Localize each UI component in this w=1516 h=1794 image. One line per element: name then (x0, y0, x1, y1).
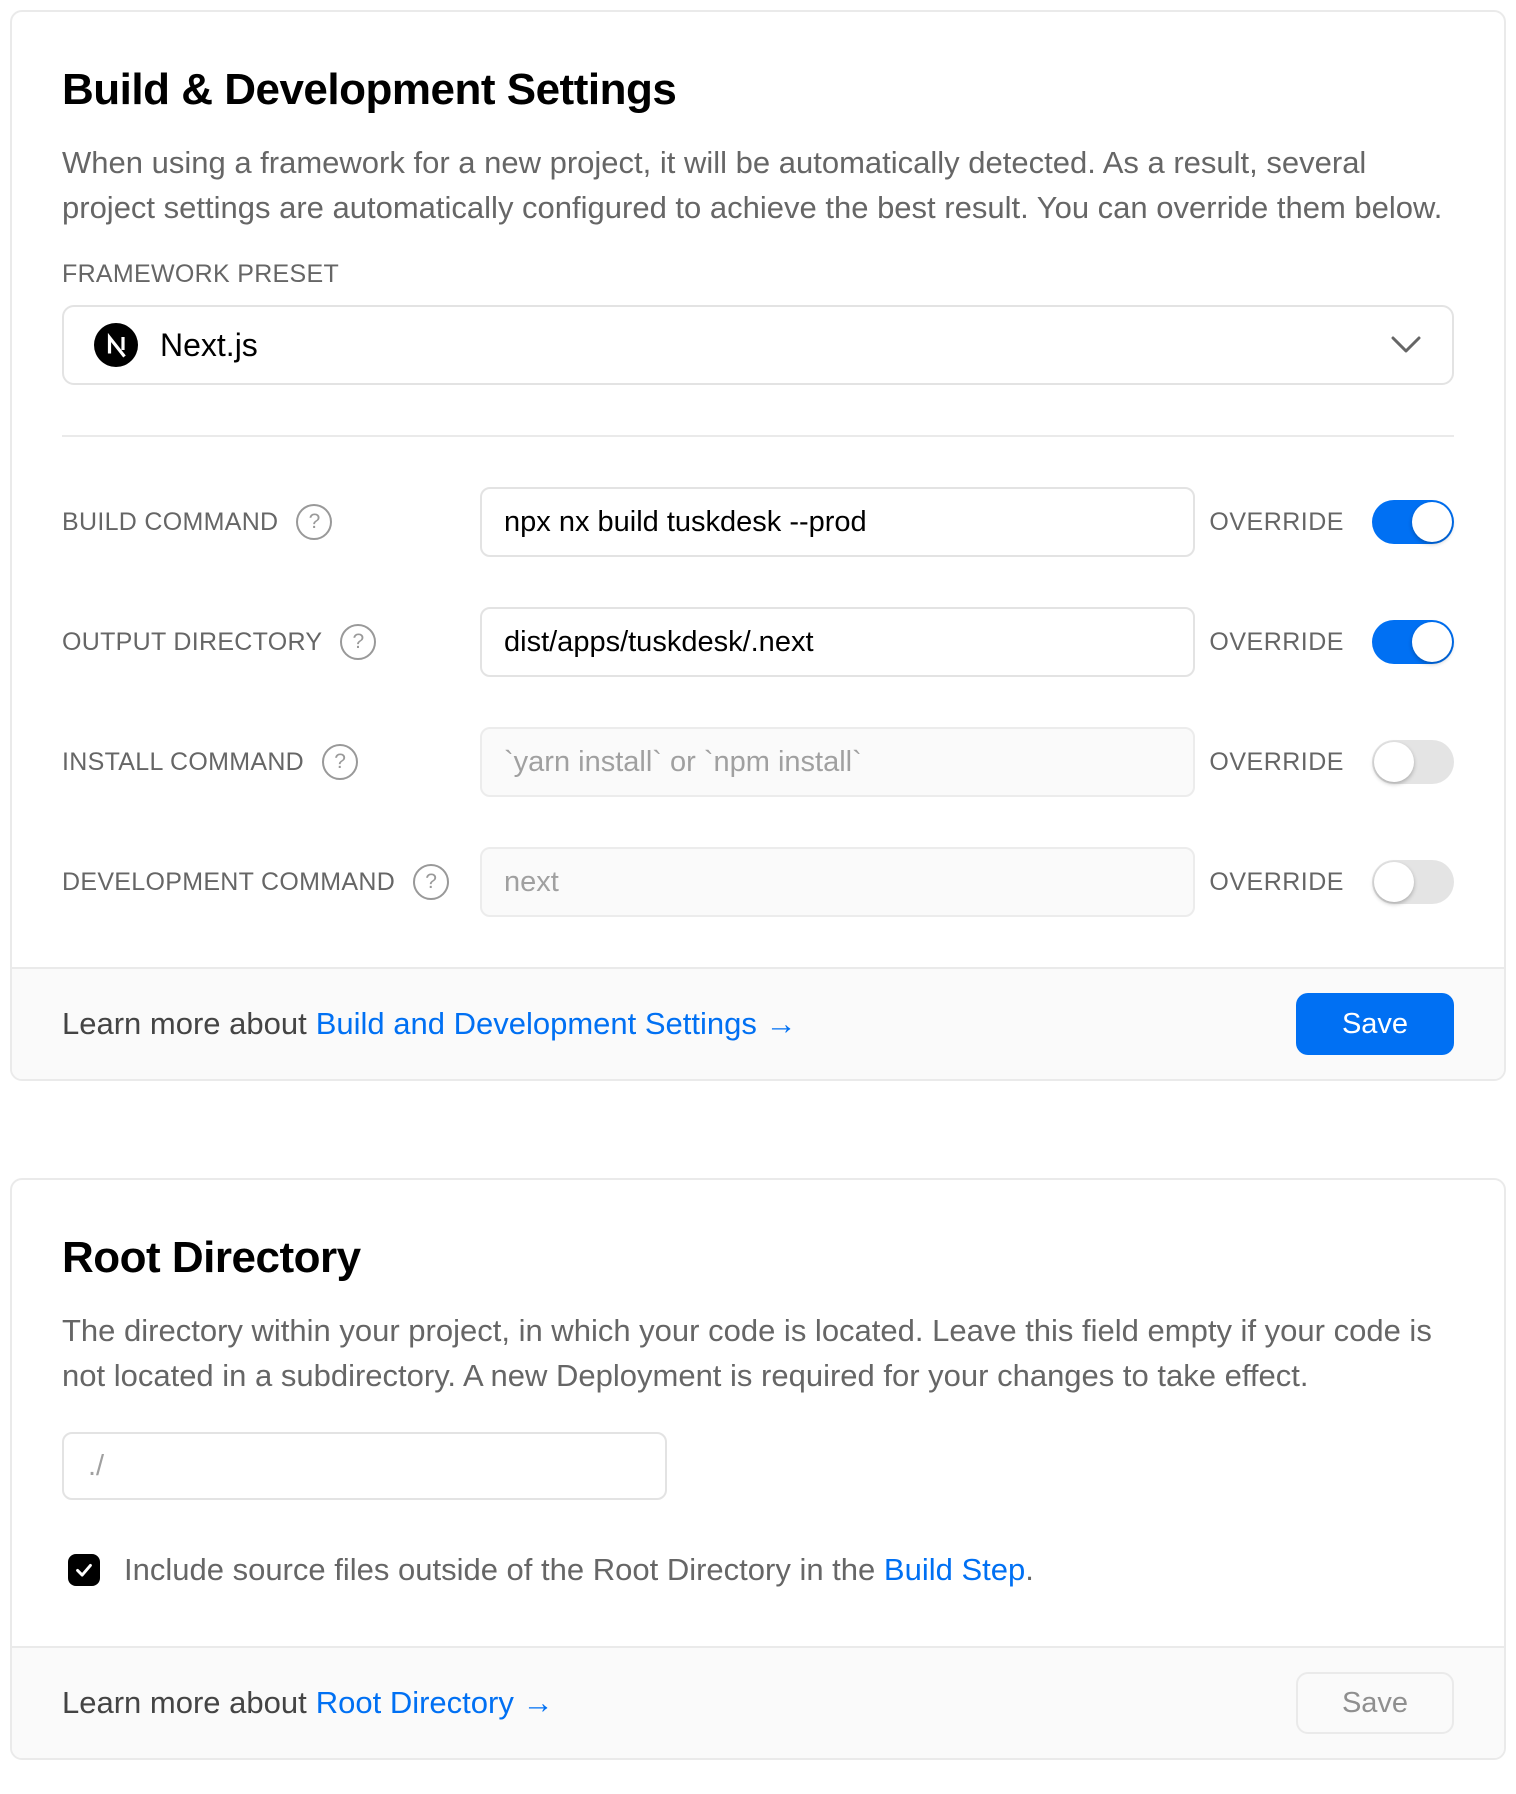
build-command-label: BUILD COMMAND (62, 507, 279, 536)
root-directory-footer (12, 1646, 1504, 1758)
build-step-link[interactable]: Build Step (883, 1552, 1026, 1587)
help-icon[interactable]: ? (340, 624, 376, 660)
framework-preset-select[interactable] (62, 305, 1454, 385)
arrow-right-icon: → (522, 1685, 554, 1720)
build-command-override-toggle[interactable] (1372, 500, 1454, 544)
save-button[interactable]: Save (1296, 993, 1454, 1055)
toggle-knob (1374, 862, 1414, 902)
development-command-input[interactable] (480, 847, 1195, 917)
build-settings-title: Build & Development Settings (62, 65, 677, 114)
install-command-row (62, 727, 1454, 797)
include-source-files-label: Include source files outside of the Root Directory in the Build Step. (124, 1552, 1034, 1587)
toggle-knob (1412, 502, 1452, 542)
build-command-input[interactable] (480, 487, 1195, 557)
toggle-knob (1412, 622, 1452, 662)
arrow-right-icon: → (765, 1006, 797, 1041)
include-source-files-checkbox[interactable] (68, 1554, 100, 1586)
save-button-disabled[interactable]: Save (1296, 1672, 1454, 1734)
help-icon[interactable]: ? (413, 864, 449, 900)
build-settings-description: When using a framework for a new project, it will be automatically detected. As a result, several project settings are automatically configured to achieve the best result. You can override them below. (62, 145, 1443, 225)
chevron-down-icon (1390, 335, 1422, 355)
root-directory-title: Root Directory (62, 1233, 361, 1282)
root-directory-input[interactable] (62, 1432, 667, 1500)
learn-more-text: Learn more about Root Directory → (62, 1685, 554, 1720)
build-settings-docs-link[interactable]: Build and Development Settings → (315, 1006, 797, 1041)
output-directory-label: OUTPUT DIRECTORY (62, 627, 323, 656)
framework-preset-label: FRAMEWORK PRESET (62, 260, 340, 288)
override-label: OVERRIDE (1209, 867, 1344, 896)
development-command-row (62, 847, 1454, 917)
help-icon[interactable]: ? (322, 744, 358, 780)
help-icon[interactable]: ? (296, 504, 332, 540)
development-command-label: DEVELOPMENT COMMAND (62, 867, 396, 896)
build-settings-card (10, 10, 1506, 1081)
output-directory-override-toggle[interactable] (1372, 620, 1454, 664)
include-source-files-row (62, 1552, 1454, 1588)
build-command-row (62, 487, 1454, 557)
root-directory-description: The directory within your project, in which your code is located. Leave this field empty if your code is not located in a subdirectory. A new Deployment is required for your changes to take effect. (62, 1313, 1432, 1393)
output-directory-row (62, 607, 1454, 677)
override-label: OVERRIDE (1209, 507, 1344, 536)
toggle-knob (1374, 742, 1414, 782)
root-directory-docs-link[interactable]: Root Directory → (315, 1685, 554, 1720)
build-settings-footer (12, 967, 1504, 1079)
override-label: OVERRIDE (1209, 747, 1344, 776)
install-command-input[interactable] (480, 727, 1195, 797)
development-command-override-toggle[interactable] (1372, 860, 1454, 904)
output-directory-input[interactable] (480, 607, 1195, 677)
install-command-label: INSTALL COMMAND (62, 747, 305, 776)
learn-more-text: Learn more about Build and Development Settings → (62, 1006, 797, 1041)
override-label: OVERRIDE (1209, 627, 1344, 656)
nextjs-logo-icon (94, 323, 138, 367)
install-command-override-toggle[interactable] (1372, 740, 1454, 784)
check-icon (73, 1559, 95, 1581)
root-directory-card (10, 1178, 1506, 1760)
divider (62, 435, 1454, 437)
framework-preset-value: Next.js (160, 326, 258, 363)
